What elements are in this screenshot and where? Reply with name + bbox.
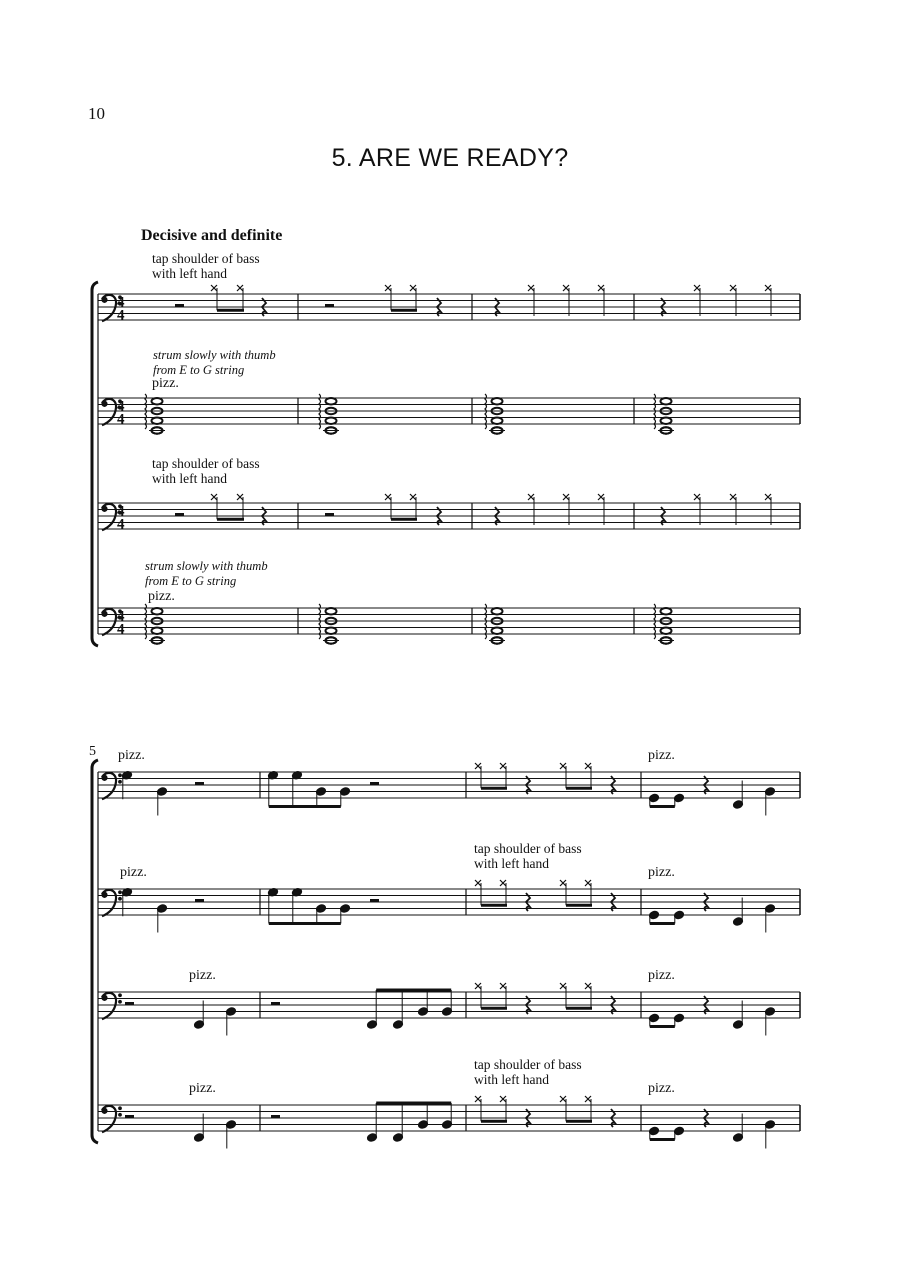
x-notehead — [475, 983, 481, 989]
x-notehead — [211, 285, 217, 291]
half-rest — [125, 1115, 134, 1118]
x-notehead — [560, 983, 566, 989]
whole-note — [661, 628, 672, 634]
x-notehead — [598, 494, 604, 500]
whole-note — [152, 608, 163, 614]
measure-number: 5 — [89, 744, 96, 759]
pizz-s2-p4-m5: pizz. — [189, 1081, 216, 1096]
whole-note — [326, 608, 337, 614]
x-notehead — [563, 494, 569, 500]
x-notehead — [475, 1096, 481, 1102]
time-signature-bottom: 4 — [117, 516, 125, 533]
beam — [566, 904, 592, 907]
pizz-s2-p3-m8: pizz. — [648, 968, 675, 983]
x-notehead — [585, 983, 591, 989]
bass-clef-icon — [102, 1106, 122, 1132]
pizz-s1-p4: pizz. — [148, 589, 175, 604]
time-signature-top: 4 — [117, 398, 125, 415]
beam — [481, 904, 507, 907]
half-rest — [175, 513, 184, 516]
whole-note — [152, 418, 163, 424]
half-rest — [325, 304, 334, 307]
beam — [650, 922, 675, 925]
whole-note-chord — [654, 604, 674, 644]
x-notehead — [765, 494, 771, 500]
page-number: 10 — [88, 104, 105, 123]
direction-tap-s1-p3: tap shoulder of bass with left hand — [152, 456, 260, 486]
pizz-s1-p2: pizz. — [152, 376, 179, 391]
beam — [217, 518, 244, 521]
half-rest — [325, 513, 334, 516]
whole-note — [326, 418, 337, 424]
piece-title: 5. ARE WE READY? — [331, 144, 569, 172]
direction-strum-s1-p2: strum slowly with thumb from E to G string — [153, 348, 276, 377]
whole-note-chord — [319, 394, 339, 434]
x-notehead — [475, 880, 481, 886]
pizz-s2-p1-m5: pizz. — [118, 748, 145, 763]
whole-note-chord — [145, 604, 165, 644]
x-notehead — [598, 285, 604, 291]
beam — [391, 518, 417, 521]
bass-clef-icon — [102, 993, 122, 1019]
staff-s1-part1 — [98, 294, 800, 320]
whole-note — [152, 398, 163, 404]
whole-note-chord — [485, 394, 505, 434]
whole-note — [661, 608, 672, 614]
bass-clef-icon — [102, 773, 122, 799]
x-notehead — [237, 285, 243, 291]
pizz-s2-p3-m5: pizz. — [189, 968, 216, 983]
x-notehead — [765, 285, 771, 291]
beam — [650, 805, 675, 808]
x-notehead — [237, 494, 243, 500]
whole-note-chord — [654, 394, 674, 434]
beam — [481, 1007, 507, 1010]
pizz-s2-p4-m8: pizz. — [648, 1081, 675, 1096]
x-notehead — [585, 763, 591, 769]
beam — [566, 1120, 592, 1123]
bass-clef-icon — [102, 890, 122, 916]
half-rest — [370, 782, 379, 785]
x-notehead — [500, 983, 506, 989]
x-notehead — [585, 880, 591, 886]
time-signature-bottom: 4 — [117, 621, 125, 638]
direction-tap-s2-p4: tap shoulder of bass with left hand — [474, 1057, 582, 1087]
beam — [650, 1025, 675, 1028]
whole-note — [661, 418, 672, 424]
beam — [376, 1102, 451, 1105]
half-rest — [125, 1002, 134, 1005]
x-notehead — [500, 880, 506, 886]
beam — [566, 787, 592, 790]
whole-note — [492, 418, 503, 424]
pizz-s2-p2-m8: pizz. — [648, 865, 675, 880]
beam — [650, 1138, 675, 1141]
whole-note — [326, 398, 337, 404]
direction-tap-s1-p1: tap shoulder of bass with left hand — [152, 251, 260, 281]
x-notehead — [410, 285, 416, 291]
whole-note-chord — [145, 394, 165, 434]
half-rest — [175, 304, 184, 307]
x-notehead — [694, 285, 700, 291]
beam — [376, 989, 451, 992]
time-signature-top: 4 — [117, 608, 125, 625]
whole-note — [492, 608, 503, 614]
beam — [481, 787, 507, 790]
half-rest — [271, 1002, 280, 1005]
half-rest — [370, 899, 379, 902]
tempo-marking: Decisive and definite — [141, 227, 283, 244]
x-notehead — [410, 494, 416, 500]
whole-note — [661, 398, 672, 404]
direction-strum-s1-p4: strum slowly with thumb from E to G string — [145, 559, 268, 588]
x-notehead — [500, 763, 506, 769]
x-notehead — [528, 285, 534, 291]
beam — [217, 309, 244, 312]
x-notehead — [730, 494, 736, 500]
x-notehead — [211, 494, 217, 500]
x-notehead — [694, 494, 700, 500]
x-notehead — [385, 494, 391, 500]
x-notehead — [560, 880, 566, 886]
beam — [566, 1007, 592, 1010]
x-notehead — [475, 763, 481, 769]
whole-note-chord — [319, 604, 339, 644]
system-bracket — [92, 282, 98, 646]
whole-note — [326, 628, 337, 634]
time-signature-bottom: 4 — [117, 307, 125, 324]
whole-note-chord — [485, 604, 505, 644]
x-notehead — [385, 285, 391, 291]
whole-note — [152, 628, 163, 634]
x-notehead — [528, 494, 534, 500]
x-notehead — [560, 763, 566, 769]
x-notehead — [500, 1096, 506, 1102]
time-signature-top: 4 — [117, 294, 125, 311]
time-signature-top: 4 — [117, 503, 125, 520]
pizz-s2-p2-m5: pizz. — [120, 865, 147, 880]
time-signature-bottom: 4 — [117, 411, 125, 428]
half-rest — [195, 782, 204, 785]
staff-s1-part2 — [98, 398, 800, 424]
x-notehead — [563, 285, 569, 291]
whole-note — [492, 628, 503, 634]
staff-s1-part4 — [98, 608, 800, 634]
half-rest — [271, 1115, 280, 1118]
pizz-s2-p1-m8: pizz. — [648, 748, 675, 763]
beam — [481, 1120, 507, 1123]
beam — [269, 805, 341, 808]
beam — [391, 309, 417, 312]
beam — [269, 922, 341, 925]
direction-tap-s2-p2: tap shoulder of bass with left hand — [474, 841, 582, 871]
x-notehead — [560, 1096, 566, 1102]
system-bracket — [92, 760, 98, 1143]
staff-s1-part3 — [98, 503, 800, 529]
x-notehead — [730, 285, 736, 291]
half-rest — [195, 899, 204, 902]
whole-note — [492, 398, 503, 404]
x-notehead — [585, 1096, 591, 1102]
